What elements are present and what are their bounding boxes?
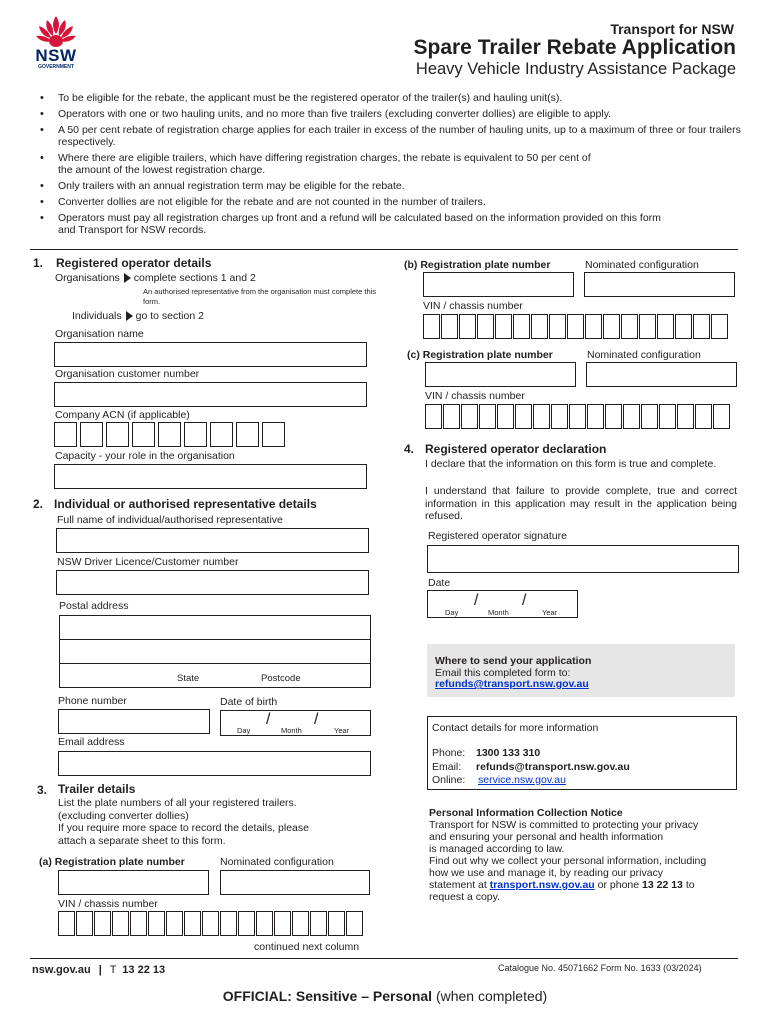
vin-c-cell[interactable] bbox=[659, 404, 676, 429]
send-line: Email this completed form to: bbox=[435, 667, 571, 679]
vin-a-cell[interactable] bbox=[328, 911, 345, 936]
vin-c-cell[interactable] bbox=[605, 404, 622, 429]
section4-title: Registered operator declaration bbox=[425, 442, 607, 456]
date-month: Month bbox=[488, 608, 509, 617]
list-item: • Only trailers with an annual registration term may be eligible for the rebate. bbox=[38, 180, 743, 193]
decl-date-label: Date bbox=[428, 577, 451, 589]
vin-b-cell[interactable] bbox=[693, 314, 710, 339]
nominated-a-field[interactable] bbox=[220, 870, 370, 895]
plate-c-label: (c) Registration plate number bbox=[407, 349, 553, 361]
vin-a-cell[interactable] bbox=[310, 911, 327, 936]
section2-title: Individual or authorised representative details bbox=[54, 497, 317, 511]
vin-b-cell[interactable] bbox=[567, 314, 584, 339]
vin-c-cell[interactable] bbox=[443, 404, 460, 429]
arrow-right-icon bbox=[124, 273, 131, 283]
acn-digit-field[interactable] bbox=[184, 422, 207, 447]
footer-contact: nsw.gov.au | T 13 22 13 bbox=[32, 964, 166, 976]
agency-name: Transport for NSW bbox=[610, 21, 734, 37]
section1-title: Registered operator details bbox=[56, 256, 212, 270]
vin-b-cell[interactable] bbox=[459, 314, 476, 339]
nominated-c-field[interactable] bbox=[586, 362, 737, 387]
vin-b-cell[interactable] bbox=[603, 314, 620, 339]
section3-title: Trailer details bbox=[58, 782, 136, 796]
list-item: • To be eligible for the rebate, the applicant must be the registered operator of the trailer(s) and hauling unit(s). bbox=[38, 92, 743, 105]
vin-c-cell[interactable] bbox=[533, 404, 550, 429]
declaration-1: I declare that the information on this form is true and complete. bbox=[425, 458, 717, 470]
divider bbox=[30, 249, 738, 250]
phone-field[interactable] bbox=[58, 709, 210, 734]
org-name-field[interactable] bbox=[54, 342, 367, 367]
vin-c-cell[interactable] bbox=[425, 404, 442, 429]
date-day: Day bbox=[445, 608, 459, 617]
vin-b-cell[interactable] bbox=[423, 314, 440, 339]
trailer-intro: List the plate numbers of all your registered trailers. (excluding converter dollies) If you require more space to record the details, please attach a separate sheet to this form. bbox=[58, 797, 309, 847]
list-item: • Where there are eligible trailers, which have differing registration charges, the rebate is equivalent to 50 per cent of the amount of the lowest registration charge. bbox=[38, 152, 598, 177]
dob-year: Year bbox=[334, 726, 350, 735]
contact-online-link[interactable]: service.nsw.gov.au bbox=[478, 774, 566, 786]
org-customer-field[interactable] bbox=[54, 382, 367, 407]
vin-a-cell[interactable] bbox=[346, 911, 363, 936]
dob-slash: / bbox=[314, 711, 319, 728]
vin-b-label: VIN / chassis number bbox=[423, 300, 523, 312]
vin-c-cell[interactable] bbox=[695, 404, 712, 429]
send-title: Where to send your application bbox=[435, 655, 592, 667]
acn-digit-field[interactable] bbox=[106, 422, 129, 447]
page-title: Spare Trailer Rebate Application bbox=[413, 36, 736, 59]
contact-email-label: Email: bbox=[432, 761, 462, 773]
postal-line-3[interactable] bbox=[59, 663, 371, 688]
vin-a-label: VIN / chassis number bbox=[58, 898, 158, 910]
postal-line-2[interactable] bbox=[59, 639, 371, 664]
phone-label: Phone number bbox=[58, 695, 127, 707]
list-item: • Converter dollies are not eligible for the rebate and are not counted in the number of trailers. bbox=[38, 196, 743, 209]
full-name-label: Full name of individual/authorised representative bbox=[57, 514, 283, 526]
dob-label: Date of birth bbox=[220, 696, 278, 708]
acn-digit-field[interactable] bbox=[54, 422, 77, 447]
vin-b-cell[interactable] bbox=[675, 314, 692, 339]
vin-a-cell[interactable] bbox=[130, 911, 147, 936]
privacy-link[interactable]: transport.nsw.gov.au bbox=[489, 879, 595, 891]
postcode-label: Postcode bbox=[261, 673, 301, 684]
vin-c-cell[interactable] bbox=[569, 404, 586, 429]
state-label: State bbox=[177, 673, 200, 684]
email-label: Email address bbox=[58, 736, 125, 748]
vin-c-cell[interactable] bbox=[461, 404, 478, 429]
contact-phone: 1300 133 310 bbox=[476, 747, 541, 759]
vin-a-cell[interactable] bbox=[292, 911, 309, 936]
vin-a-cell[interactable] bbox=[166, 911, 183, 936]
plate-c-field[interactable] bbox=[425, 362, 576, 387]
contact-title: Contact details for more information bbox=[432, 722, 599, 734]
eligibility-list bbox=[38, 92, 743, 240]
section4-number: 4. bbox=[404, 442, 415, 456]
plate-a-field[interactable] bbox=[58, 870, 209, 895]
plate-b-field[interactable] bbox=[423, 272, 574, 297]
vin-b-cell[interactable] bbox=[621, 314, 638, 339]
continued-note: continued next column bbox=[254, 941, 360, 953]
page-subtitle: Heavy Vehicle Industry Assistance Package bbox=[415, 60, 736, 78]
acn-digit-field[interactable] bbox=[132, 422, 155, 447]
vin-c-cell[interactable] bbox=[551, 404, 568, 429]
catalogue-number: Catalogue No. 45071662 Form No. 1633 (03/2024) bbox=[498, 963, 702, 973]
dob-month: Month bbox=[281, 726, 302, 735]
vin-b-cell[interactable] bbox=[657, 314, 674, 339]
nominated-b-field[interactable] bbox=[584, 272, 735, 297]
individuals-label: Individuals go to section 2 bbox=[72, 310, 204, 322]
plate-b-label: (b) Registration plate number bbox=[404, 259, 551, 271]
vin-b-cell[interactable] bbox=[549, 314, 566, 339]
vin-b-cell[interactable] bbox=[531, 314, 548, 339]
nominated-b-label: Nominated configuration bbox=[585, 259, 699, 271]
capacity-label: Capacity - your role in the organisation bbox=[55, 450, 235, 462]
signature-label: Registered operator signature bbox=[428, 530, 567, 542]
vin-c-cell[interactable] bbox=[641, 404, 658, 429]
logo-subtext: GOVERNMENT bbox=[38, 64, 74, 70]
vin-b-cell[interactable] bbox=[513, 314, 530, 339]
nsw-logo bbox=[30, 14, 82, 72]
plate-a-label: (a) Registration plate number bbox=[39, 856, 185, 868]
vin-c-cell[interactable] bbox=[587, 404, 604, 429]
section3-number: 3. bbox=[37, 783, 48, 797]
vin-a-cell[interactable] bbox=[256, 911, 273, 936]
vin-c-cell[interactable] bbox=[515, 404, 532, 429]
acn-digit-field[interactable] bbox=[80, 422, 103, 447]
vin-c-cell[interactable] bbox=[713, 404, 730, 429]
org-name-label: Organisation name bbox=[55, 328, 144, 340]
vin-b-cell[interactable] bbox=[639, 314, 656, 339]
dob-day: Day bbox=[237, 726, 251, 735]
authorised-note: An authorised representative from the organisation must complete this form. bbox=[143, 287, 377, 306]
postal-line-1[interactable] bbox=[59, 615, 371, 640]
vin-c-cell[interactable] bbox=[623, 404, 640, 429]
signature-field[interactable] bbox=[427, 545, 739, 573]
contact-online-label: Online: bbox=[432, 774, 466, 786]
date-slash: / bbox=[474, 592, 479, 609]
acn-digit-field[interactable] bbox=[236, 422, 259, 447]
licence-label: NSW Driver Licence/Customer number bbox=[57, 556, 239, 568]
arrow-right-icon bbox=[126, 311, 133, 321]
vin-b-cell[interactable] bbox=[477, 314, 494, 339]
vin-c-cell[interactable] bbox=[497, 404, 514, 429]
logo-text: NSW bbox=[35, 46, 77, 65]
contact-phone-label: Phone: bbox=[432, 747, 466, 759]
full-name-field[interactable] bbox=[56, 528, 369, 553]
postal-label: Postal address bbox=[59, 600, 129, 612]
acn-label: Company ACN (if applicable) bbox=[55, 409, 190, 421]
declaration-2: I understand that failure to provide complete, true and correct information in this application may result in the application being refused. bbox=[425, 485, 737, 522]
vin-a-cell[interactable] bbox=[184, 911, 201, 936]
vin-c-cell[interactable] bbox=[677, 404, 694, 429]
date-slash: / bbox=[522, 592, 527, 609]
vin-c-label: VIN / chassis number bbox=[425, 390, 525, 402]
vin-c-cell[interactable] bbox=[479, 404, 496, 429]
vin-b-cell[interactable] bbox=[495, 314, 512, 339]
vin-a-cell[interactable] bbox=[238, 911, 255, 936]
waratah-icon bbox=[30, 14, 82, 50]
list-item: • Operators must pay all registration charges up front and a refund will be calculated based on the information provided on this form and Transport for NSW records. bbox=[38, 212, 678, 237]
privacy-notice: Personal Information Collection Notice Transport for NSW is committed to protecting your privacy and ensuring your personal and health information is managed according to law. Find out why we collect your personal information, including how we use and manage it, by reading our privacy statement at transport.nsw.gov.au or phone 13 22 13 to request a copy. bbox=[429, 807, 707, 903]
list-item: • A 50 per cent rebate of registration charge applies for each trailer in excess of the number of hauling units, up to a maximum of three or four trailers respectively. bbox=[38, 124, 743, 149]
acn-digit-field[interactable] bbox=[262, 422, 285, 447]
contact-email: refunds@transport.nsw.gov.au bbox=[476, 761, 630, 773]
section1-number: 1. bbox=[33, 256, 44, 270]
list-item: • Operators with one or two hauling units, and no more than five trailers (excluding converter dollies) are eligible to apply. bbox=[38, 108, 743, 121]
vin-a-cell[interactable] bbox=[148, 911, 165, 936]
acn-digit-field[interactable] bbox=[158, 422, 181, 447]
vin-a-cell[interactable] bbox=[274, 911, 291, 936]
licence-field[interactable] bbox=[56, 570, 369, 595]
nominated-a-label: Nominated configuration bbox=[220, 856, 334, 868]
vin-b-cell[interactable] bbox=[711, 314, 728, 339]
vin-a-cell[interactable] bbox=[58, 911, 75, 936]
date-year: Year bbox=[542, 608, 558, 617]
capacity-field[interactable] bbox=[54, 464, 367, 489]
vin-a-cell[interactable] bbox=[202, 911, 219, 936]
organisations-label: Organisations complete sections 1 and 2 bbox=[55, 272, 256, 284]
dob-slash: / bbox=[266, 711, 271, 728]
vin-b-cell[interactable] bbox=[441, 314, 458, 339]
vin-a-cell[interactable] bbox=[94, 911, 111, 936]
org-customer-label: Organisation customer number bbox=[55, 368, 200, 380]
vin-a-cell[interactable] bbox=[112, 911, 129, 936]
section2-number: 2. bbox=[33, 497, 44, 511]
vin-a-cell[interactable] bbox=[220, 911, 237, 936]
acn-digit-field[interactable] bbox=[210, 422, 233, 447]
vin-b-cell[interactable] bbox=[585, 314, 602, 339]
vin-a-cell[interactable] bbox=[76, 911, 93, 936]
classification: OFFICIAL: Sensitive – Personal (when completed) bbox=[222, 988, 548, 1004]
footer-site: nsw.gov.au bbox=[32, 964, 91, 976]
send-email-link[interactable]: refunds@transport.nsw.gov.au bbox=[435, 678, 589, 690]
footer-divider bbox=[30, 958, 738, 959]
nominated-c-label: Nominated configuration bbox=[587, 349, 701, 361]
email-field[interactable] bbox=[58, 751, 371, 776]
